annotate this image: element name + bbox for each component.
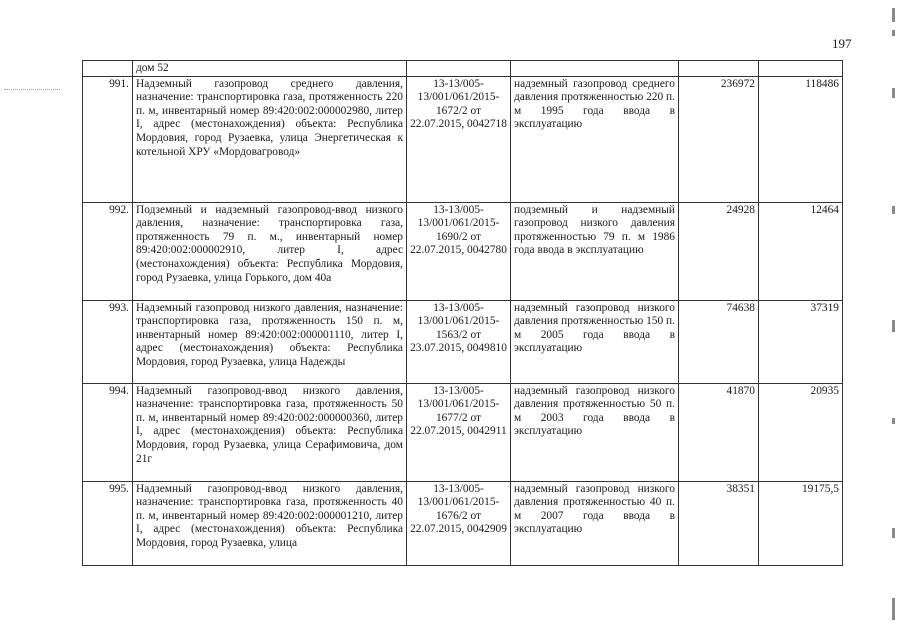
row-number: 995.: [83, 481, 133, 565]
property-registry-table: [82, 60, 843, 566]
value-cell: 37319: [759, 300, 843, 383]
table-row: [83, 300, 843, 383]
value-cell: 19175,5: [759, 481, 843, 565]
object-description: Надземный газопровод низкого давления, назначение: транспортировка газа, протяженность 150 п. м, инвентарный номер 89:420:002:000001110, литер I, адрес (местонахождения) объекта: Республика Мордовия, город Рузаевка, улица Надежды: [133, 300, 407, 383]
scan-artifact-right: [888, 0, 900, 640]
table-row: [83, 383, 843, 481]
registration-record: 13-13/005-13/001/061/2015-1563/2 от 23.07.2015, 0049810: [407, 300, 511, 383]
page-number: 197: [832, 36, 852, 51]
value-cell: 236972: [679, 76, 759, 202]
value-cell: 12464: [759, 202, 843, 300]
table-row: [83, 481, 843, 565]
row-number: 994.: [83, 383, 133, 481]
object-characteristics: подземный и надземный газопровод низкого давления протяженностью 79 п. м 1986 года ввода в эксплуатацию: [511, 202, 679, 300]
value-cell: 20935: [759, 383, 843, 481]
object-description: Надземный газопровод-ввод низкого давления, назначение: транспортировка газа, протяженность 40 п. м, инвентарный номер 89:420:002:000001210, литер I, адрес (местонахождения) объекта: Республика Мордовия, город Рузаевка, улица: [133, 481, 407, 565]
value-cell: 38351: [679, 481, 759, 565]
value-cell: 118486: [759, 76, 843, 202]
value-cell: 41870: [679, 383, 759, 481]
object-description: Подземный и надземный газопровод-ввод низкого давления, назначение: транспортировка газа, протяженность 79 п. м., инвентарный номер 89:420:002:000002910, литер I, адрес (местонахождения) объекта: Республика Мордовия, город Рузаевка, улица Горького, дом 40а: [133, 202, 407, 300]
object-characteristics: надземный газопровод низкого давления протяженностью 150 п. м 2005 года ввода в эксплуатацию: [511, 300, 679, 383]
object-characteristics: надземный газопровод среднего давления протяженностью 220 п. м 1995 года ввода в эксплуатацию: [511, 76, 679, 202]
table-row: [83, 202, 843, 300]
object-description: Надземный газопровод среднего давления, назначение: транспортировка газа, протяженность 220 п. м, инвентарный номер 89:420:002:000002980, литер I, адрес (местонахождения) объекта: Республика Мордовия, город Рузаевка, улица Энергетическая к котельной ХРУ «Мордовагровод»: [133, 76, 407, 202]
row-number: 993.: [83, 300, 133, 383]
object-description: Надземный газопровод-ввод низкого давления, назначение: транспортировка газа, протяженность 50 п. м, инвентарный номер 89:420:002:000000360, литер I, адрес (местонахождения) объекта: Республика Мордовия, город Рузаевка, улица Серафимовича, дом 21г: [133, 383, 407, 481]
continuation-text: дом 52: [133, 61, 407, 77]
value-cell: 24928: [679, 202, 759, 300]
table-row: [83, 76, 843, 202]
row-number: 991.: [83, 76, 133, 202]
registration-record: 13-13/005-13/001/061/2015-1672/2 от 22.07.2015, 0042718: [407, 76, 511, 202]
object-characteristics: надземный газопровод низкого давления протяженностью 40 п. м 2007 года ввода в эксплуатацию: [511, 481, 679, 565]
registration-record: 13-13/005-13/001/061/2015-1677/2 от 22.07.2015, 0042911: [407, 383, 511, 481]
row-number: 992.: [83, 202, 133, 300]
registration-record: 13-13/005-13/001/061/2015-1690/2 от 22.07.2015, 0042780: [407, 202, 511, 300]
value-cell: 74638: [679, 300, 759, 383]
registration-record: 13-13/005-13/001/061/2015-1676/2 от 22.07.2015, 0042909: [407, 481, 511, 565]
continuation-row: [83, 61, 843, 77]
scan-artifact-left: [4, 89, 60, 90]
object-characteristics: надземный газопровод низкого давления протяженностью 50 п. м 2003 года ввода в эксплуатацию: [511, 383, 679, 481]
